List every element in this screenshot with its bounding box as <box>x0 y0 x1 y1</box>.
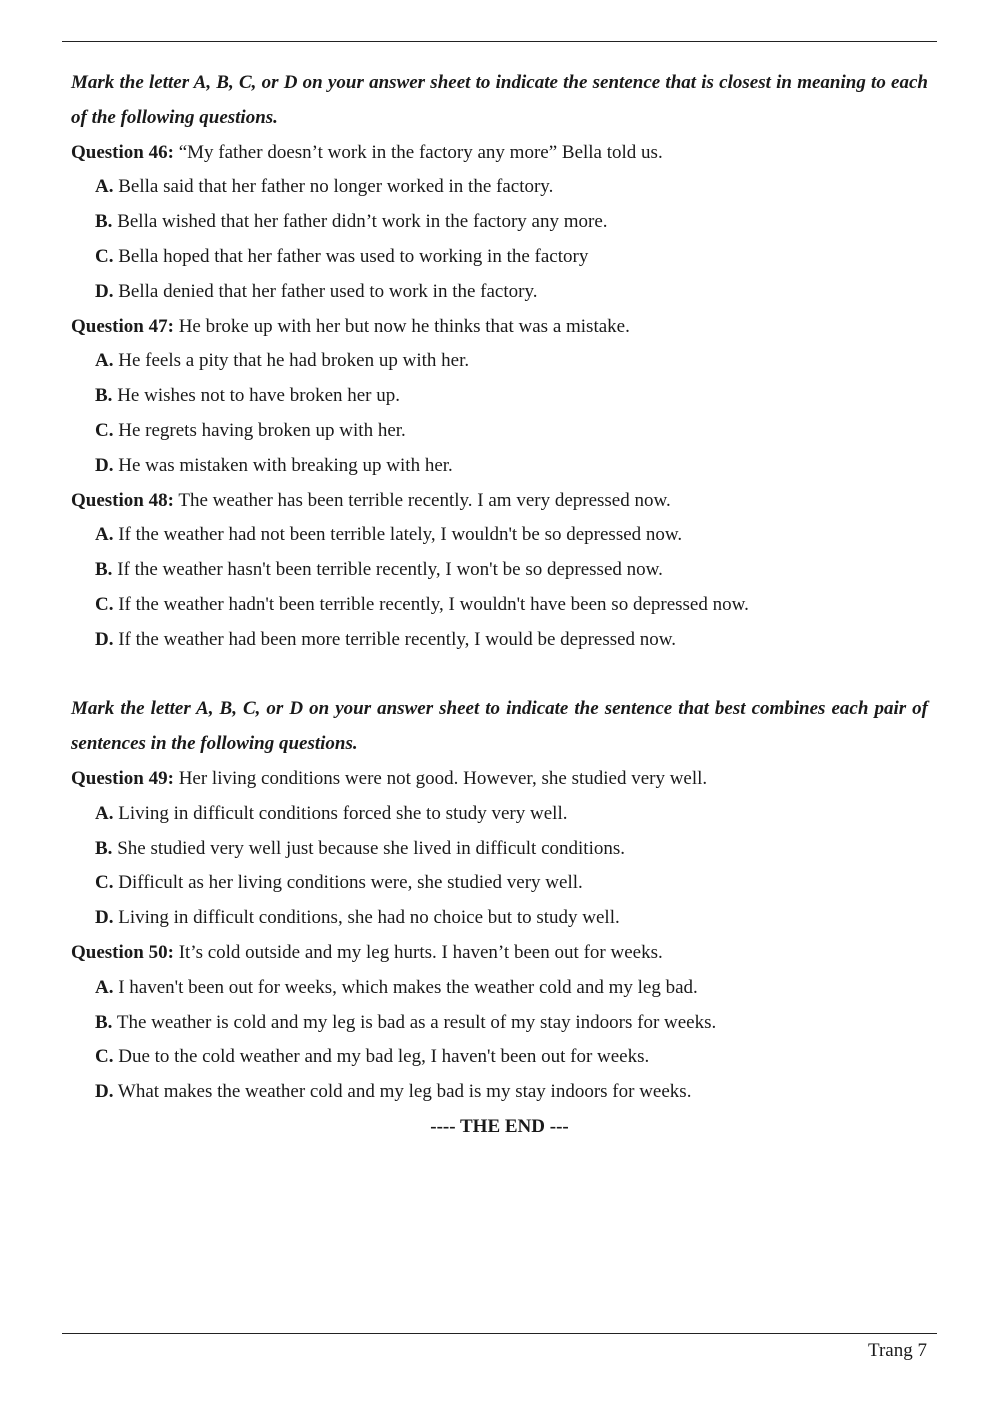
option-text: He was mistaken with breaking up with her. <box>118 454 453 476</box>
option-text: If the weather had been more terrible recently, I would be depressed now. <box>118 628 677 650</box>
answer-options <box>71 971 928 1110</box>
option-letter: A. <box>95 802 114 824</box>
option-text: What makes the weather cold and my leg bad is my stay indoors for weeks. <box>117 1081 692 1103</box>
option-text: Living in difficult conditions forced she to study very well. <box>118 802 568 824</box>
option-letter: B. <box>95 559 113 581</box>
answer-options <box>71 170 928 309</box>
option-c[interactable] <box>95 588 928 623</box>
option-text: If the weather had not been terrible lately, I wouldn't be so depressed now. <box>118 524 683 546</box>
question-label: Question 50: <box>71 941 174 963</box>
option-letter: D. <box>95 907 114 929</box>
option-letter: A. <box>95 350 114 372</box>
section-combine-sentences <box>71 692 928 1110</box>
question-stem: “My father doesn’t work in the factory any more” Bella told us. <box>178 141 663 163</box>
question-label: Question 47: <box>71 315 174 337</box>
answer-options <box>71 518 928 657</box>
option-b[interactable] <box>95 379 928 414</box>
question-48 <box>71 484 928 658</box>
option-text: Due to the cold weather and my bad leg, I haven't been out for weeks. <box>118 1046 650 1068</box>
question-stem: The weather has been terrible recently. I am very depressed now. <box>178 489 671 511</box>
option-letter: A. <box>95 176 114 198</box>
question-stem: It’s cold outside and my leg hurts. I haven’t been out for weeks. <box>178 941 663 963</box>
option-text: Bella denied that her father used to work in the factory. <box>118 280 538 302</box>
option-letter: D. <box>95 280 114 302</box>
option-a[interactable] <box>95 170 928 205</box>
option-letter: C. <box>95 419 114 441</box>
option-a[interactable] <box>95 344 928 379</box>
option-a[interactable] <box>95 518 928 553</box>
answer-options <box>71 344 928 483</box>
header-rule <box>62 41 937 42</box>
question-label: Question 48: <box>71 489 174 511</box>
option-letter: B. <box>95 385 113 407</box>
option-text: Bella hoped that her father was used to working in the factory <box>118 245 589 267</box>
section-closest-meaning <box>71 66 928 658</box>
option-text: He regrets having broken up with her. <box>118 419 406 441</box>
question-stem: Her living conditions were not good. However, she studied very well. <box>178 767 708 789</box>
option-text: If the weather hadn't been terrible recently, I wouldn't have been so depressed now. <box>118 593 749 615</box>
option-text: He wishes not to have broken her up. <box>117 385 401 407</box>
question-label: Question 46: <box>71 141 174 163</box>
option-letter: B. <box>95 211 113 233</box>
question-label: Question 49: <box>71 767 174 789</box>
option-letter: A. <box>95 976 114 998</box>
option-text: She studied very well just because she lived in difficult conditions. <box>117 837 625 859</box>
option-d[interactable] <box>95 901 928 936</box>
section-instruction: Mark the letter A, B, C, or D on your answer sheet to indicate the sentence that best combines each pair of sentences in the following questions. <box>71 698 928 755</box>
document-body <box>71 66 928 1145</box>
option-d[interactable] <box>95 623 928 658</box>
option-text: Living in difficult conditions, she had no choice but to study well. <box>118 907 620 929</box>
option-letter: B. <box>95 837 113 859</box>
section-instruction: Mark the letter A, B, C, or D on your answer sheet to indicate the sentence that is closest in meaning to each of the following questions. <box>71 72 928 128</box>
option-letter: C. <box>95 245 114 267</box>
option-c[interactable] <box>95 1040 928 1075</box>
option-b[interactable] <box>95 832 928 867</box>
option-b[interactable] <box>95 1006 928 1041</box>
option-text: The weather is cold and my leg is bad as a result of my stay indoors for weeks. <box>116 1011 717 1033</box>
option-letter: A. <box>95 524 114 546</box>
question-50 <box>71 936 928 1110</box>
option-c[interactable] <box>95 414 928 449</box>
answer-options <box>71 797 928 936</box>
option-text: I haven't been out for weeks, which makes the weather cold and my leg bad. <box>118 976 698 998</box>
option-letter: C. <box>95 593 114 615</box>
option-letter: D. <box>95 1081 114 1103</box>
option-text: Bella said that her father no longer worked in the factory. <box>118 176 554 198</box>
question-49 <box>71 762 928 936</box>
option-letter: C. <box>95 872 114 894</box>
option-text: He feels a pity that he had broken up with her. <box>118 350 470 372</box>
question-47 <box>71 310 928 484</box>
question-stem: He broke up with her but now he thinks that was a mistake. <box>178 315 630 337</box>
option-d[interactable] <box>95 275 928 310</box>
option-letter: D. <box>95 454 114 476</box>
option-d[interactable] <box>95 1075 928 1110</box>
option-b[interactable] <box>95 205 928 240</box>
page-number: Trang 7 <box>868 1340 927 1361</box>
footer-rule <box>62 1333 937 1334</box>
option-c[interactable] <box>95 866 928 901</box>
question-46 <box>71 136 928 310</box>
option-letter: B. <box>95 1011 113 1033</box>
option-text: If the weather hasn't been terrible recently, I won't be so depressed now. <box>117 559 663 581</box>
option-text: Bella wished that her father didn’t work in the factory any more. <box>117 211 608 233</box>
option-letter: C. <box>95 1046 114 1068</box>
section-spacer <box>71 658 928 693</box>
option-a[interactable] <box>95 971 928 1006</box>
option-c[interactable] <box>95 240 928 275</box>
option-b[interactable] <box>95 553 928 588</box>
option-letter: D. <box>95 628 114 650</box>
option-d[interactable] <box>95 449 928 484</box>
option-a[interactable] <box>95 797 928 832</box>
option-text: Difficult as her living conditions were, she studied very well. <box>118 872 583 894</box>
end-marker: ---- THE END --- <box>430 1115 569 1137</box>
